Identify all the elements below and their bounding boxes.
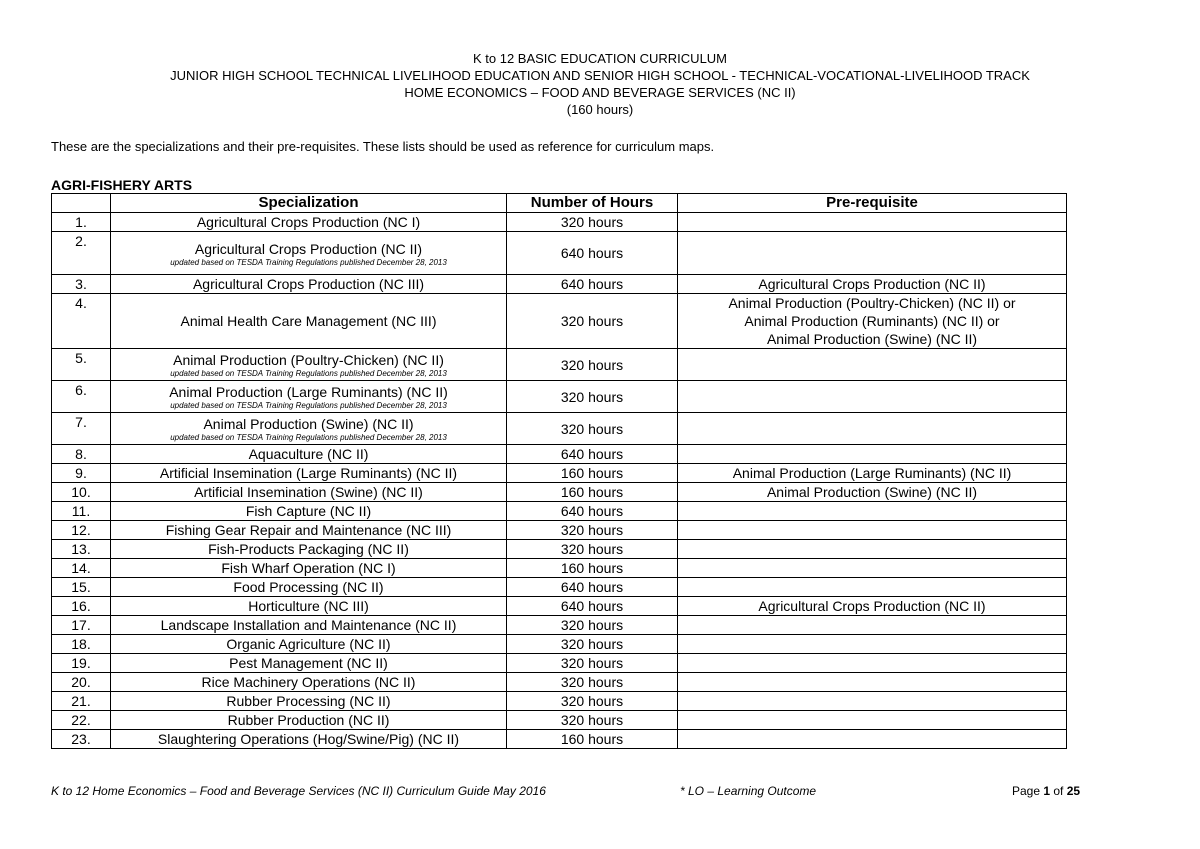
prerequisite-line: Animal Production (Ruminants) (NC II) or bbox=[744, 313, 1000, 329]
row-number: 19. bbox=[52, 654, 111, 673]
specialization-cell bbox=[111, 275, 507, 294]
prerequisite-cell bbox=[678, 464, 1067, 483]
row-number: 13. bbox=[52, 540, 111, 559]
table-row bbox=[52, 349, 1067, 381]
hours-cell: 640 hours bbox=[507, 232, 678, 275]
specialization-name: Slaughtering Operations (Hog/Swine/Pig) (NC II) bbox=[157, 731, 460, 747]
hours-cell: 320 hours bbox=[507, 711, 678, 730]
table-row bbox=[52, 692, 1067, 711]
specialization-cell bbox=[111, 711, 507, 730]
page-number bbox=[1012, 784, 1080, 798]
specialization-name: Horticulture (NC III) bbox=[248, 598, 369, 614]
table-row bbox=[52, 502, 1067, 521]
specialization-note: updated based on TESDA Training Regulations published December 28, 2013 bbox=[170, 257, 447, 267]
header-hours: Number of Hours bbox=[507, 194, 678, 213]
specialization-note: updated based on TESDA Training Regulations published December 28, 2013 bbox=[170, 401, 447, 410]
row-number: 3. bbox=[52, 275, 111, 294]
table-row bbox=[52, 673, 1067, 692]
table-row bbox=[52, 654, 1067, 673]
hours-cell: 320 hours bbox=[507, 540, 678, 559]
row-number: 11. bbox=[52, 502, 111, 521]
table-header-row bbox=[52, 194, 1067, 213]
intro-text: These are the specializations and their pre-requisites. These lists should be used as reference for curriculum maps. bbox=[51, 139, 715, 154]
course-title: HOME ECONOMICS – FOOD AND BEVERAGE SERVICES (NC II) bbox=[404, 85, 796, 100]
row-number: 10. bbox=[52, 483, 111, 502]
row-number: 21. bbox=[52, 692, 111, 711]
specialization-cell bbox=[111, 232, 507, 275]
row-number: 7. bbox=[52, 413, 111, 445]
specialization-name: Animal Production (Poultry-Chicken) (NC II) bbox=[173, 352, 444, 368]
specialization-cell bbox=[111, 559, 507, 578]
hours-cell: 320 hours bbox=[507, 616, 678, 635]
prerequisite-cell bbox=[678, 213, 1067, 232]
prerequisite-line: Animal Production (Poultry-Chicken) (NC II) or bbox=[728, 295, 1016, 311]
specialization-note: updated based on TESDA Training Regulations published December 28, 2013 bbox=[170, 433, 447, 442]
specialization-name: Organic Agriculture (NC II) bbox=[226, 636, 391, 652]
hours-cell: 160 hours bbox=[507, 483, 678, 502]
footer-guide-title: K to 12 Home Economics – Food and Beverage Services (NC II) Curriculum Guide May 2016 bbox=[51, 784, 546, 798]
hours-cell: 640 hours bbox=[507, 502, 678, 521]
row-number: 4. bbox=[52, 294, 111, 349]
specialization-cell bbox=[111, 413, 507, 445]
header-specialization: Specialization bbox=[111, 194, 507, 213]
row-number: 20. bbox=[52, 673, 111, 692]
prerequisite-cell bbox=[678, 294, 1067, 349]
section-title: AGRI-FISHERY ARTS bbox=[51, 177, 193, 193]
prerequisite-cell bbox=[678, 232, 1067, 275]
prerequisite-cell bbox=[678, 540, 1067, 559]
row-number: 22. bbox=[52, 711, 111, 730]
prerequisite-line: Animal Production (Swine) (NC II) bbox=[766, 484, 978, 500]
prerequisite-cell bbox=[678, 559, 1067, 578]
hours-cell: 320 hours bbox=[507, 349, 678, 381]
table-body bbox=[52, 213, 1067, 749]
specialization-cell bbox=[111, 673, 507, 692]
hours-cell: 320 hours bbox=[507, 654, 678, 673]
row-number: 8. bbox=[52, 445, 111, 464]
specialization-cell bbox=[111, 381, 507, 413]
hours-cell: 160 hours bbox=[507, 464, 678, 483]
table-row bbox=[52, 232, 1067, 275]
specialization-name: Animal Health Care Management (NC III) bbox=[180, 313, 437, 329]
specialization-cell bbox=[111, 578, 507, 597]
table-row bbox=[52, 711, 1067, 730]
prerequisite-cell bbox=[678, 275, 1067, 294]
table-row bbox=[52, 559, 1067, 578]
specialization-cell bbox=[111, 521, 507, 540]
prerequisite-cell bbox=[678, 445, 1067, 464]
prerequisite-cell bbox=[678, 483, 1067, 502]
specialization-cell bbox=[111, 502, 507, 521]
prerequisite-cell bbox=[678, 635, 1067, 654]
table-row bbox=[52, 381, 1067, 413]
specialization-name: Fishing Gear Repair and Maintenance (NC III) bbox=[165, 522, 452, 538]
specialization-cell bbox=[111, 654, 507, 673]
table-row bbox=[52, 540, 1067, 559]
prerequisite-line: Animal Production (Swine) (NC II) bbox=[766, 331, 978, 347]
prerequisite-cell bbox=[678, 730, 1067, 749]
specialization-cell bbox=[111, 692, 507, 711]
row-number: 17. bbox=[52, 616, 111, 635]
prerequisite-cell bbox=[678, 692, 1067, 711]
prerequisite-line: Agricultural Crops Production (NC II) bbox=[758, 598, 986, 614]
document-header bbox=[0, 50, 1200, 118]
prerequisite-cell bbox=[678, 578, 1067, 597]
row-number: 2. bbox=[52, 232, 111, 275]
specialization-name: Animal Production (Large Ruminants) (NC II) bbox=[169, 384, 448, 400]
hours-cell: 640 hours bbox=[507, 597, 678, 616]
prerequisite-cell bbox=[678, 616, 1067, 635]
specialization-name: Pest Management (NC II) bbox=[229, 655, 388, 671]
specialization-name: Rubber Production (NC II) bbox=[227, 712, 390, 728]
prerequisite-cell bbox=[678, 597, 1067, 616]
specialization-name: Aquaculture (NC II) bbox=[248, 446, 369, 462]
row-number: 5. bbox=[52, 349, 111, 381]
specialization-cell bbox=[111, 730, 507, 749]
prerequisite-cell bbox=[678, 502, 1067, 521]
track-title: JUNIOR HIGH SCHOOL TECHNICAL LIVELIHOOD EDUCATION AND SENIOR HIGH SCHOOL - TECHNICAL-VOCATIONAL-LIVELIHOOD TRACK bbox=[170, 68, 1030, 83]
prerequisite-cell bbox=[678, 349, 1067, 381]
specialization-name: Landscape Installation and Maintenance (NC II) bbox=[160, 617, 457, 633]
specialization-note: updated based on TESDA Training Regulations published December 28, 2013 bbox=[170, 369, 447, 378]
prerequisite-cell bbox=[678, 521, 1067, 540]
specialization-cell bbox=[111, 464, 507, 483]
specialization-name: Agricultural Crops Production (NC I) bbox=[196, 214, 421, 230]
specialization-name: Animal Production (Swine) (NC II) bbox=[203, 416, 414, 432]
table-row bbox=[52, 445, 1067, 464]
row-number: 12. bbox=[52, 521, 111, 540]
course-hours: (160 hours) bbox=[566, 102, 634, 117]
table-row bbox=[52, 730, 1067, 749]
page-of: of bbox=[1050, 784, 1067, 798]
specialization-cell bbox=[111, 445, 507, 464]
specialization-cell bbox=[111, 597, 507, 616]
specialization-cell bbox=[111, 483, 507, 502]
hours-cell: 320 hours bbox=[507, 381, 678, 413]
specialization-table bbox=[51, 193, 1067, 749]
curriculum-title: K to 12 BASIC EDUCATION CURRICULUM bbox=[472, 51, 728, 66]
row-number: 23. bbox=[52, 730, 111, 749]
table-row bbox=[52, 294, 1067, 349]
specialization-name: Agricultural Crops Production (NC II) bbox=[194, 240, 423, 257]
hours-cell: 320 hours bbox=[507, 692, 678, 711]
specialization-name: Fish Capture (NC II) bbox=[245, 503, 372, 519]
hours-cell: 640 hours bbox=[507, 445, 678, 464]
table-row bbox=[52, 464, 1067, 483]
table-row bbox=[52, 635, 1067, 654]
table-row bbox=[52, 521, 1067, 540]
row-number: 16. bbox=[52, 597, 111, 616]
table-row bbox=[52, 275, 1067, 294]
prerequisite-cell bbox=[678, 673, 1067, 692]
page-current: 1 bbox=[1043, 784, 1051, 798]
row-number: 15. bbox=[52, 578, 111, 597]
row-number: 1. bbox=[52, 213, 111, 232]
row-number: 18. bbox=[52, 635, 111, 654]
table-row bbox=[52, 413, 1067, 445]
hours-cell: 320 hours bbox=[507, 521, 678, 540]
table-row bbox=[52, 616, 1067, 635]
page-prefix: Page bbox=[1012, 784, 1044, 798]
prerequisite-cell bbox=[678, 711, 1067, 730]
header-prerequisite: Pre-requisite bbox=[678, 194, 1067, 213]
table-row bbox=[52, 213, 1067, 232]
table-row bbox=[52, 597, 1067, 616]
prerequisite-line: Agricultural Crops Production (NC II) bbox=[758, 276, 986, 292]
specialization-name: Rice Machinery Operations (NC II) bbox=[201, 674, 416, 690]
hours-cell: 640 hours bbox=[507, 275, 678, 294]
hours-cell: 640 hours bbox=[507, 578, 678, 597]
hours-cell: 160 hours bbox=[507, 730, 678, 749]
table-row bbox=[52, 483, 1067, 502]
specialization-name: Rubber Processing (NC II) bbox=[226, 693, 391, 709]
prerequisite-line: Animal Production (Large Ruminants) (NC II) bbox=[732, 465, 1012, 481]
hours-cell: 320 hours bbox=[507, 413, 678, 445]
header-number bbox=[52, 194, 111, 213]
prerequisite-cell bbox=[678, 654, 1067, 673]
specialization-name: Fish-Products Packaging (NC II) bbox=[208, 541, 409, 557]
hours-cell: 320 hours bbox=[507, 673, 678, 692]
specialization-cell bbox=[111, 616, 507, 635]
prerequisite-cell bbox=[678, 413, 1067, 445]
specialization-cell bbox=[111, 635, 507, 654]
specialization-cell bbox=[111, 349, 507, 381]
row-number: 9. bbox=[52, 464, 111, 483]
row-number: 6. bbox=[52, 381, 111, 413]
hours-cell: 320 hours bbox=[507, 213, 678, 232]
specialization-name: Food Processing (NC II) bbox=[233, 579, 384, 595]
specialization-cell bbox=[111, 294, 507, 349]
specialization-name: Artificial Insemination (Swine) (NC II) bbox=[194, 484, 423, 500]
hours-cell: 320 hours bbox=[507, 635, 678, 654]
footer-legend: * LO – Learning Outcome bbox=[680, 784, 817, 798]
specialization-name: Artificial Insemination (Large Ruminants) (NC II) bbox=[159, 465, 458, 481]
hours-cell: 160 hours bbox=[507, 559, 678, 578]
page-total: 25 bbox=[1066, 784, 1081, 798]
row-number: 14. bbox=[52, 559, 111, 578]
table-row bbox=[52, 578, 1067, 597]
specialization-cell bbox=[111, 213, 507, 232]
specialization-name: Fish Wharf Operation (NC I) bbox=[221, 560, 396, 576]
prerequisite-cell bbox=[678, 381, 1067, 413]
hours-cell: 320 hours bbox=[507, 294, 678, 349]
specialization-name: Agricultural Crops Production (NC III) bbox=[192, 276, 425, 292]
specialization-cell bbox=[111, 540, 507, 559]
